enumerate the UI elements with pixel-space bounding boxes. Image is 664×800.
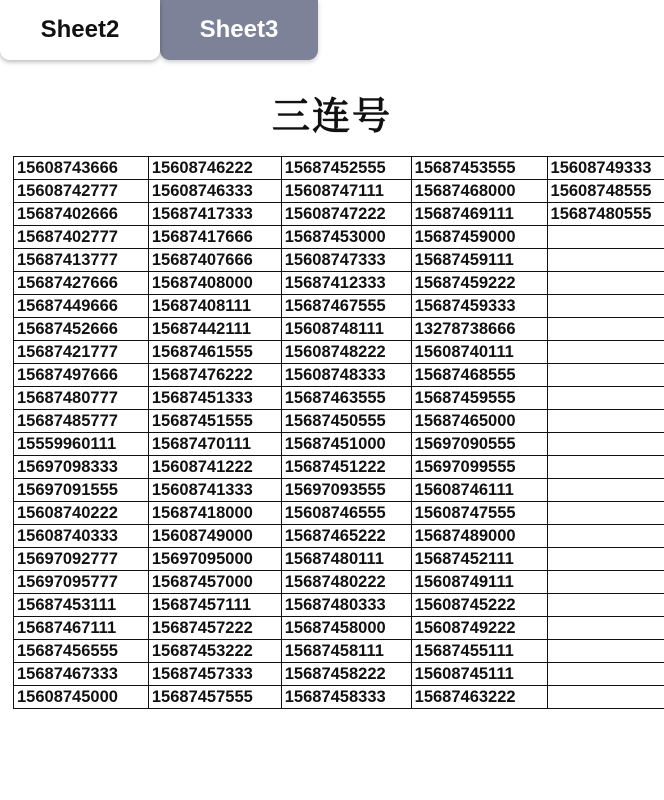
table-cell[interactable]: 15687455111 xyxy=(411,640,547,663)
table-cell[interactable]: 15687408111 xyxy=(148,295,281,318)
table-cell[interactable] xyxy=(547,226,664,249)
table-cell[interactable]: 15687451555 xyxy=(148,410,281,433)
table-cell[interactable]: 15687469111 xyxy=(411,203,547,226)
table-cell[interactable]: 15687442111 xyxy=(148,318,281,341)
table-cell[interactable]: 15687489000 xyxy=(411,525,547,548)
table-cell[interactable]: 15608747555 xyxy=(411,502,547,525)
table-cell[interactable] xyxy=(547,502,664,525)
table-cell[interactable]: 15687458000 xyxy=(281,617,411,640)
number-grid xyxy=(13,156,664,709)
table-cell[interactable] xyxy=(547,341,664,364)
table-cell[interactable] xyxy=(547,456,664,479)
table-cell[interactable] xyxy=(547,433,664,456)
sheet-tab-bar xyxy=(0,0,664,64)
table-cell[interactable] xyxy=(547,272,664,295)
table-cell[interactable]: 15697095000 xyxy=(148,548,281,571)
table-cell[interactable]: 15687468555 xyxy=(411,364,547,387)
table-cell[interactable]: 15687497666 xyxy=(14,364,149,387)
table-cell[interactable]: 15687459000 xyxy=(411,226,547,249)
table-cell[interactable] xyxy=(547,387,664,410)
tab-sheet2[interactable]: Sheet2 xyxy=(0,0,160,60)
table-cell[interactable]: 15687421777 xyxy=(14,341,149,364)
table-cell[interactable]: 15687480777 xyxy=(14,387,149,410)
table-cell[interactable]: 15608748222 xyxy=(281,341,411,364)
table-cell[interactable]: 15687463555 xyxy=(281,387,411,410)
table-cell[interactable]: 15608749222 xyxy=(411,617,547,640)
table-row xyxy=(14,410,664,433)
table-cell[interactable]: 15697091555 xyxy=(14,479,149,502)
table-cell[interactable]: 15687407666 xyxy=(148,249,281,272)
table-cell[interactable]: 15608746333 xyxy=(148,180,281,203)
table-row xyxy=(14,525,664,548)
table-cell[interactable]: 15559960111 xyxy=(14,433,149,456)
table-cell[interactable]: 15608741333 xyxy=(148,479,281,502)
table-cell[interactable]: 15697095777 xyxy=(14,571,149,594)
table-cell[interactable]: 15687451333 xyxy=(148,387,281,410)
table-cell[interactable]: 15687458222 xyxy=(281,663,411,686)
table-row xyxy=(14,594,664,617)
table-row xyxy=(14,180,664,203)
table-cell[interactable]: 15687467555 xyxy=(281,295,411,318)
table-cell[interactable] xyxy=(547,479,664,502)
table-row xyxy=(14,433,664,456)
table-cell[interactable]: 15697090555 xyxy=(411,433,547,456)
table-cell[interactable]: 15687451000 xyxy=(281,433,411,456)
table-cell[interactable] xyxy=(547,295,664,318)
table-cell[interactable]: 15687467111 xyxy=(14,617,149,640)
table-cell[interactable]: 15697093555 xyxy=(281,479,411,502)
table-cell[interactable] xyxy=(547,525,664,548)
table-cell[interactable]: 15687402777 xyxy=(14,226,149,249)
table-cell[interactable] xyxy=(547,594,664,617)
table-cell[interactable]: 15687467333 xyxy=(14,663,149,686)
table-cell[interactable]: 15687465222 xyxy=(281,525,411,548)
table-cell[interactable]: 15687412333 xyxy=(281,272,411,295)
table-row xyxy=(14,686,664,709)
table-row xyxy=(14,479,664,502)
table-cell[interactable]: 15687480333 xyxy=(281,594,411,617)
table-cell[interactable]: 15687476222 xyxy=(148,364,281,387)
table-row xyxy=(14,387,664,410)
table-cell[interactable]: 15687457555 xyxy=(148,686,281,709)
table-cell[interactable]: 15608748111 xyxy=(281,318,411,341)
table-cell[interactable]: 15687458333 xyxy=(281,686,411,709)
table-cell[interactable] xyxy=(547,364,664,387)
table-cell[interactable]: 15608746222 xyxy=(148,157,281,180)
table-cell[interactable] xyxy=(547,663,664,686)
table-cell[interactable]: 15687452111 xyxy=(411,548,547,571)
table-cell[interactable]: 15687453111 xyxy=(14,594,149,617)
table-cell[interactable]: 15687457333 xyxy=(148,663,281,686)
table-cell[interactable]: 15608740111 xyxy=(411,341,547,364)
table-row xyxy=(14,272,664,295)
table-cell[interactable]: 15697099555 xyxy=(411,456,547,479)
table-cell[interactable]: 15608747222 xyxy=(281,203,411,226)
table-row xyxy=(14,502,664,525)
table-cell[interactable]: 15608747111 xyxy=(281,180,411,203)
sheet-title: 三连号 xyxy=(271,94,392,138)
table-cell[interactable]: 15687457222 xyxy=(148,617,281,640)
table-cell[interactable]: 15608742777 xyxy=(14,180,149,203)
table-cell[interactable]: 15608748555 xyxy=(547,180,664,203)
table-row xyxy=(14,249,664,272)
table-cell[interactable]: 15608745222 xyxy=(411,594,547,617)
table-row xyxy=(14,157,664,180)
table-cell[interactable]: 15687427666 xyxy=(14,272,149,295)
table-cell[interactable]: 15687459333 xyxy=(411,295,547,318)
table-cell[interactable] xyxy=(547,686,664,709)
table-cell[interactable]: 15608740222 xyxy=(14,502,149,525)
table-cell[interactable] xyxy=(547,318,664,341)
table-cell[interactable]: 15687458111 xyxy=(281,640,411,663)
table-cell[interactable] xyxy=(547,410,664,433)
table-cell[interactable]: 15687453222 xyxy=(148,640,281,663)
table-cell[interactable] xyxy=(547,571,664,594)
table-cell[interactable]: 15608740333 xyxy=(14,525,149,548)
table-cell[interactable]: 15687459555 xyxy=(411,387,547,410)
table-row xyxy=(14,571,664,594)
table-cell[interactable]: 15687452666 xyxy=(14,318,149,341)
table-cell[interactable]: 15687457111 xyxy=(148,594,281,617)
table-cell[interactable]: 15687413777 xyxy=(14,249,149,272)
table-cell[interactable]: 15697098333 xyxy=(14,456,149,479)
table-cell[interactable]: 15608749333 xyxy=(547,157,664,180)
table-row xyxy=(14,456,664,479)
table-cell[interactable]: 15608748333 xyxy=(281,364,411,387)
table-row xyxy=(14,226,664,249)
table-cell[interactable] xyxy=(547,640,664,663)
table-cell[interactable]: 15687417333 xyxy=(148,203,281,226)
table-cell[interactable]: 15687457000 xyxy=(148,571,281,594)
table-cell[interactable]: 15687450555 xyxy=(281,410,411,433)
table-cell[interactable]: 15608743666 xyxy=(14,157,149,180)
table-cell[interactable]: 15687408000 xyxy=(148,272,281,295)
table-cell[interactable]: 15687417666 xyxy=(148,226,281,249)
table-cell[interactable]: 15608746555 xyxy=(281,502,411,525)
table-cell[interactable] xyxy=(547,548,664,571)
table-cell[interactable]: 15608749000 xyxy=(148,525,281,548)
table-row xyxy=(14,203,664,226)
table-cell[interactable]: 15687461555 xyxy=(148,341,281,364)
table-cell[interactable]: 15687480111 xyxy=(281,548,411,571)
table-cell[interactable]: 15687402666 xyxy=(14,203,149,226)
table-cell[interactable]: 15687480222 xyxy=(281,571,411,594)
table-cell[interactable] xyxy=(547,249,664,272)
table-cell[interactable]: 15687459111 xyxy=(411,249,547,272)
table-cell[interactable]: 15687452555 xyxy=(281,157,411,180)
table-cell[interactable]: 15687485777 xyxy=(14,410,149,433)
table-cell[interactable]: 15687463222 xyxy=(411,686,547,709)
table-row xyxy=(14,663,664,686)
table-cell[interactable]: 15608741222 xyxy=(148,456,281,479)
table-row xyxy=(14,548,664,571)
table-cell[interactable]: 15687449666 xyxy=(14,295,149,318)
table-cell[interactable]: 15687465000 xyxy=(411,410,547,433)
table-cell[interactable]: 15687459222 xyxy=(411,272,547,295)
table-cell[interactable]: 15687453555 xyxy=(411,157,547,180)
table-cell[interactable]: 15687468000 xyxy=(411,180,547,203)
table-cell[interactable]: 15608745111 xyxy=(411,663,547,686)
table-cell[interactable] xyxy=(547,617,664,640)
table-row xyxy=(14,617,664,640)
table-row xyxy=(14,318,664,341)
tab-sheet3[interactable]: Sheet3 xyxy=(160,0,318,60)
table-cell[interactable]: 15687456555 xyxy=(14,640,149,663)
table-cell[interactable]: 15687480555 xyxy=(547,203,664,226)
table-cell[interactable]: 15687451222 xyxy=(281,456,411,479)
table-cell[interactable]: 15608747333 xyxy=(281,249,411,272)
table-cell[interactable]: 15687470111 xyxy=(148,433,281,456)
table-cell[interactable]: 15687453000 xyxy=(281,226,411,249)
table-row xyxy=(14,364,664,387)
table-cell[interactable]: 15608749111 xyxy=(411,571,547,594)
table-cell[interactable]: 15608745000 xyxy=(14,686,149,709)
table-cell[interactable]: 15608746111 xyxy=(411,479,547,502)
table-cell[interactable]: 13278738666 xyxy=(411,318,547,341)
table-row xyxy=(14,295,664,318)
table-row xyxy=(14,341,664,364)
table-row xyxy=(14,640,664,663)
table-cell[interactable]: 15687418000 xyxy=(148,502,281,525)
table-cell[interactable]: 15697092777 xyxy=(14,548,149,571)
